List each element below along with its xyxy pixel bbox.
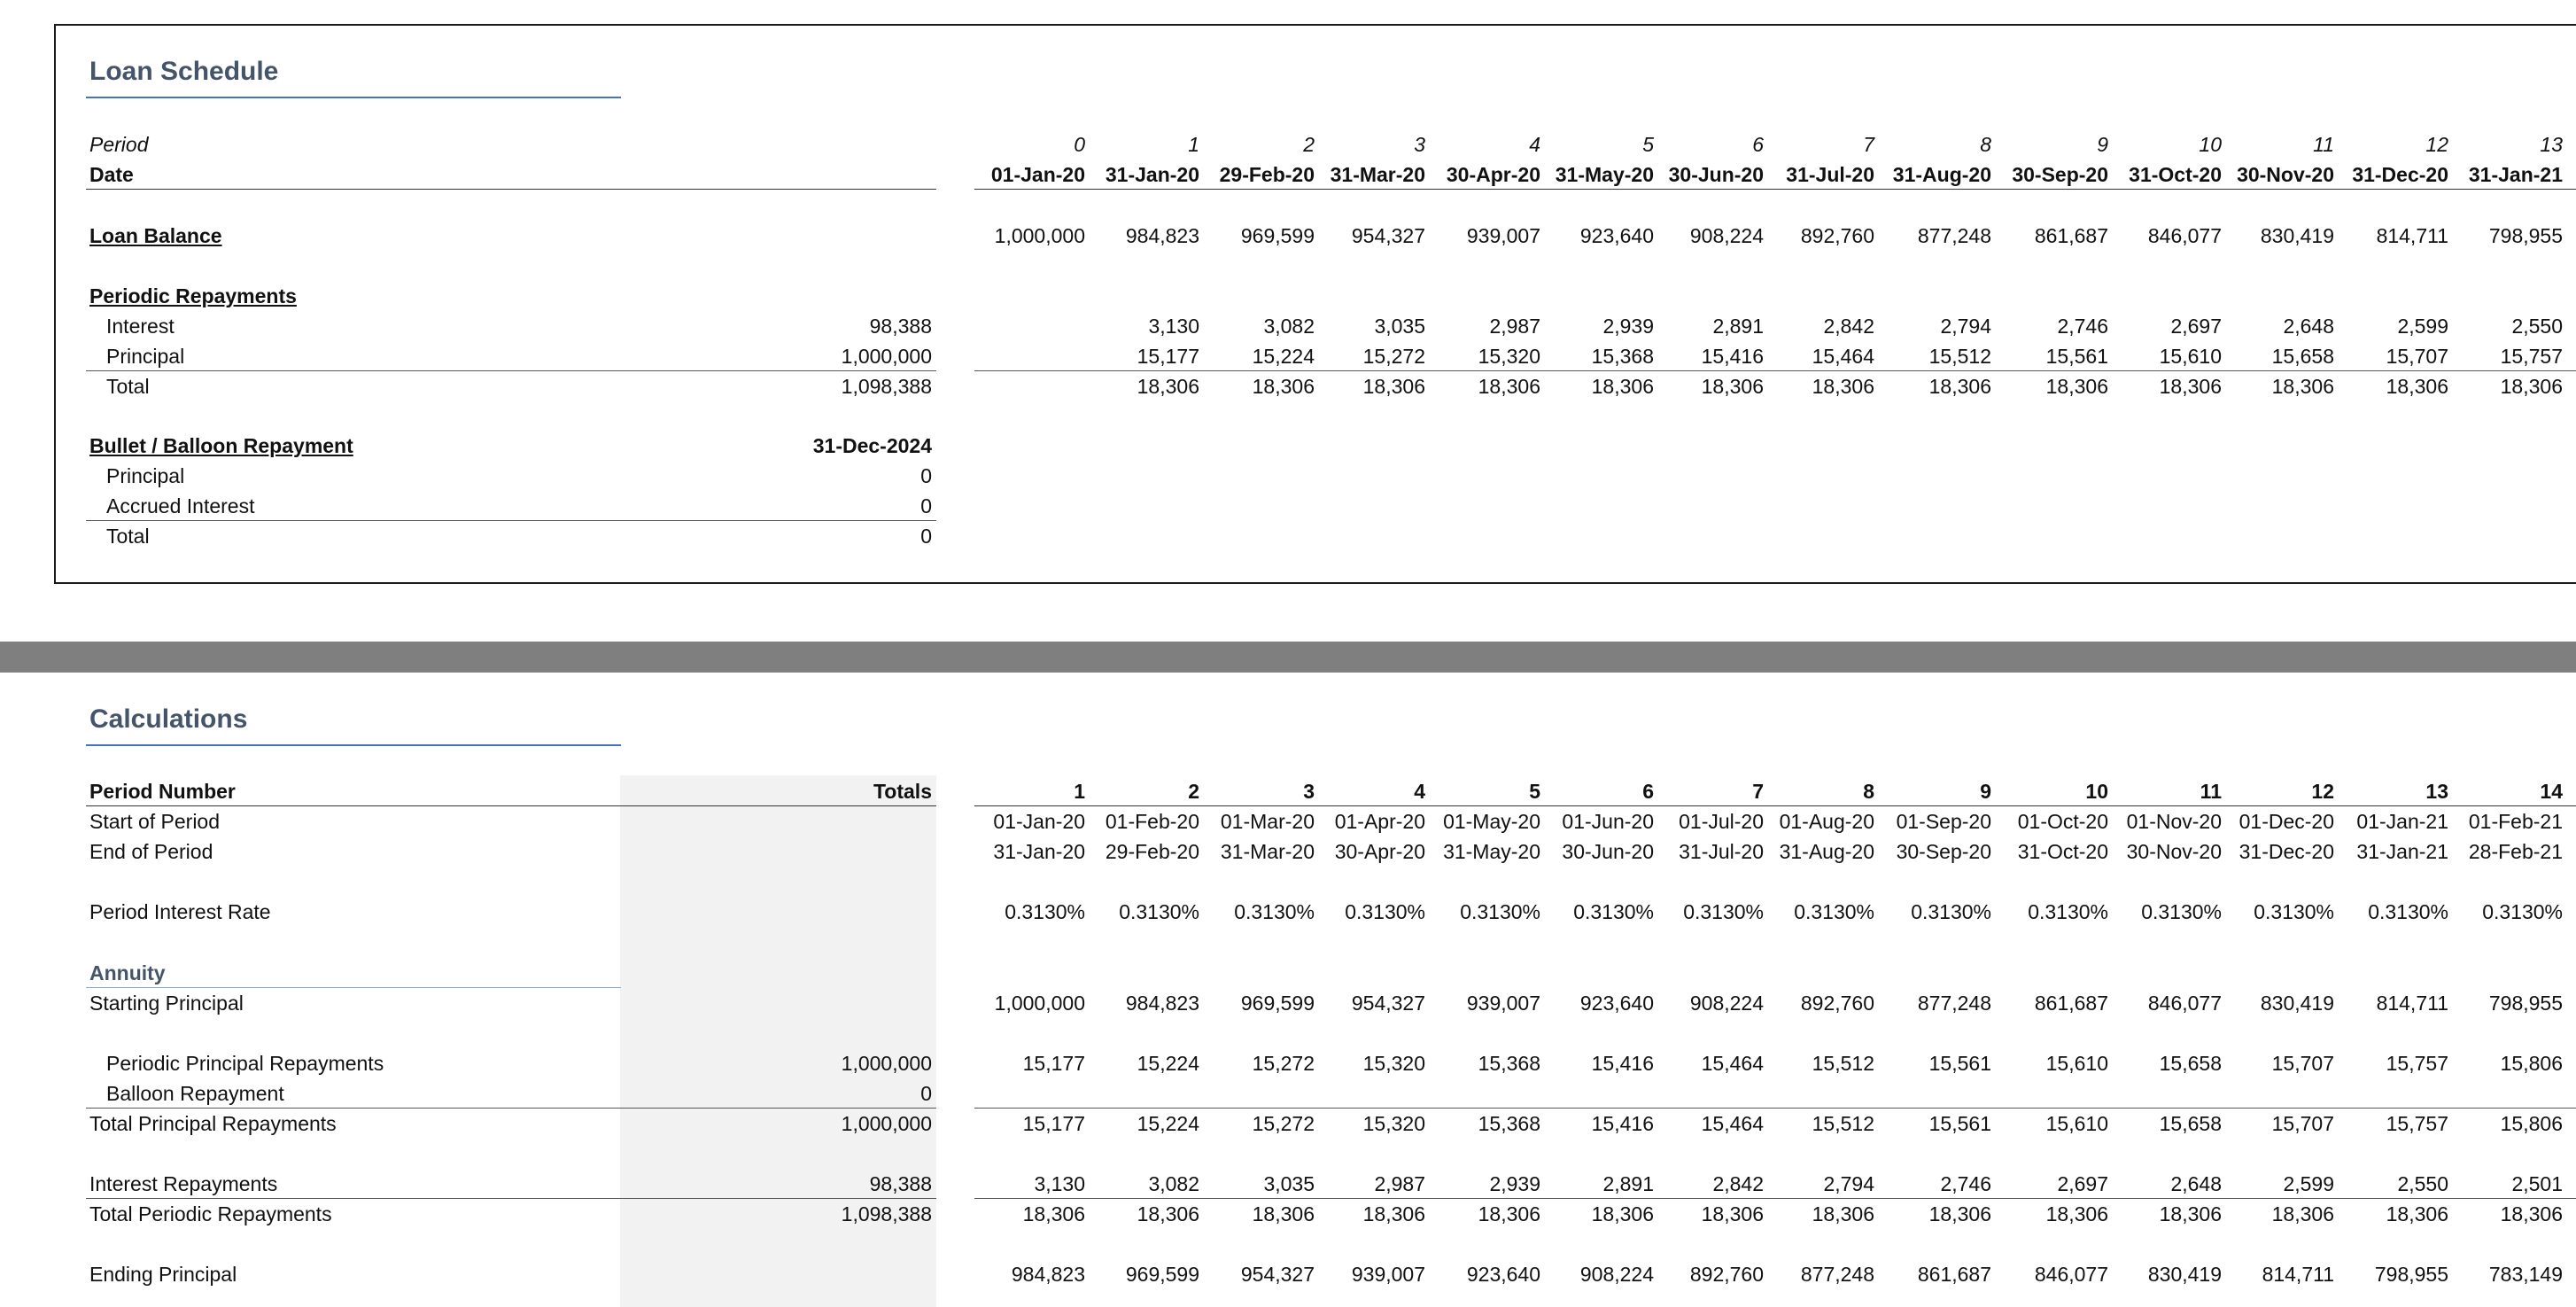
period-number-cell: 13 (2425, 780, 2448, 803)
period-interest-rate-cell: 0.3130% (1460, 900, 1540, 923)
end-of-period-label: End of Period (89, 840, 213, 863)
interest-cell: 3,082 (1263, 315, 1315, 338)
calculations-title: Calculations (89, 704, 248, 734)
principal-total: 1,000,000 (841, 345, 932, 368)
date-cell: 30-Jun-20 (1668, 163, 1764, 186)
date-cell: 31-Jan-20 (1105, 163, 1199, 186)
start-of-period-cell: 01-Feb-21 (2468, 810, 2563, 833)
loan-balance-cell: 892,760 (1800, 224, 1874, 247)
principal-cell: 15,416 (1701, 345, 1764, 368)
end-of-period-cell: 28-Feb-21 (2468, 840, 2563, 863)
period-interest-rate-cell: 0.3130% (2482, 900, 2563, 923)
ending-principal-label: Ending Principal (89, 1263, 237, 1286)
period-number-cell: 14 (2540, 780, 2563, 803)
period-cell: 5 (1642, 133, 1654, 156)
period-label: Period (89, 133, 149, 156)
loan-balance-cell: 954,327 (1351, 224, 1425, 247)
calculations-title-rule (86, 744, 621, 746)
period-cell: 1 (1188, 133, 1199, 156)
interest-repayment-cell: 2,939 (1489, 1172, 1540, 1195)
date-cell: 30-Nov-20 (2237, 163, 2334, 186)
total-principal-repayment-cell: 15,757 (2386, 1112, 2448, 1135)
start-of-period-cell: 01-Jan-20 (993, 810, 1085, 833)
total-periodic-repayment-cell: 18,306 (1812, 1202, 1874, 1225)
total-cell: 18,306 (2159, 375, 2222, 398)
date-cell: 31-Dec-20 (2352, 163, 2448, 186)
periodic-principal-repayment-cell: 15,416 (1591, 1052, 1654, 1075)
period-number-cell: 2 (1188, 780, 1199, 803)
principal-cell: 15,610 (2159, 345, 2222, 368)
date-cell: 31-Oct-20 (2129, 163, 2222, 186)
interest-repayment-cell: 3,082 (1148, 1172, 1199, 1195)
date-cell: 30-Sep-20 (2012, 163, 2108, 186)
total-cell: 18,306 (2045, 375, 2108, 398)
periodic-principal-repayment-cell: 15,512 (1812, 1052, 1874, 1075)
total-periodic-repayment-cell: 18,306 (2159, 1202, 2222, 1225)
total-periodic-repayment-cell: 18,306 (1701, 1202, 1764, 1225)
starting-principal-cell: 969,599 (1240, 992, 1315, 1015)
bullet-total-label: Total (106, 525, 150, 548)
end-of-period-cell: 31-Dec-20 (2238, 840, 2334, 863)
period-interest-rate-cell: 0.3130% (1573, 900, 1654, 923)
total-cell: 18,306 (2386, 375, 2448, 398)
period-cell: 12 (2425, 133, 2448, 156)
starting-principal-cell: 908,224 (1689, 992, 1764, 1015)
start-of-period-cell: 01-Apr-20 (1334, 810, 1425, 833)
principal-cell: 15,368 (1591, 345, 1654, 368)
period-cell: 3 (1414, 133, 1425, 156)
loan-balance-cell: 908,224 (1689, 224, 1764, 247)
starting-principal-cell: 1,000,000 (994, 992, 1085, 1015)
interest-repayment-cell: 2,648 (2170, 1172, 2222, 1195)
periodic-principal-repayment-cell: 15,610 (2045, 1052, 2108, 1075)
periodic-repayments-label: Periodic Repayments (89, 284, 297, 307)
start-of-period-cell: 01-May-20 (1443, 810, 1540, 833)
end-of-period-cell: 30-Apr-20 (1334, 840, 1425, 863)
interest-cell: 2,599 (2397, 315, 2448, 338)
total-principal-repayment-cell: 15,177 (1022, 1112, 1085, 1135)
total-cell: 18,306 (1137, 375, 1199, 398)
end-of-period-cell: 31-Jul-20 (1679, 840, 1764, 863)
period-interest-rate-cell: 0.3130% (1119, 900, 1199, 923)
interest-repayment-cell: 2,891 (1602, 1172, 1654, 1195)
period-interest-rate-cell: 0.3130% (1794, 900, 1874, 923)
principal-cell: 15,707 (2386, 345, 2448, 368)
interest-repayments-total: 98,388 (869, 1172, 932, 1195)
interest-cell: 2,550 (2511, 315, 2563, 338)
starting-principal-cell: 923,640 (1579, 992, 1654, 1015)
starting-principal-cell: 984,823 (1125, 992, 1199, 1015)
total-principal-repayment-cell: 15,224 (1137, 1112, 1199, 1135)
total-cell: 18,306 (1591, 375, 1654, 398)
ending-principal-cell: 783,149 (2488, 1263, 2563, 1286)
total-periodic-repayments-total: 1,098,388 (841, 1202, 932, 1225)
date-cell: 31-Jan-21 (2468, 163, 2563, 186)
loan-balance-cell: 984,823 (1125, 224, 1199, 247)
loan-schedule-frame (54, 24, 2576, 584)
period-cell: 10 (2199, 133, 2222, 156)
loan-balance-cell: 939,007 (1466, 224, 1540, 247)
starting-principal-cell: 892,760 (1800, 992, 1874, 1015)
date-cell: 29-Feb-20 (1219, 163, 1315, 186)
periodic-principal-repayment-cell: 15,272 (1252, 1052, 1315, 1075)
period-interest-rate-cell: 0.3130% (2254, 900, 2334, 923)
ending-principal-cell: 908,224 (1579, 1263, 1654, 1286)
totals-label: Totals (873, 780, 932, 803)
loan-balance-cell: 798,955 (2488, 224, 2563, 247)
date-cell: 31-Aug-20 (1892, 163, 1991, 186)
total-principal-repayment-cell: 15,610 (2045, 1112, 2108, 1135)
total-principal-repayment-cell: 15,561 (1928, 1112, 1991, 1135)
interest-repayment-cell: 2,746 (1940, 1172, 1991, 1195)
total-periodic-repayment-cell: 18,306 (1252, 1202, 1315, 1225)
total-periodic-repayment-cell: 18,306 (1928, 1202, 1991, 1225)
start-of-period-cell: 01-Sep-20 (1896, 810, 1991, 833)
total-principal-repayment-cell: 15,806 (2500, 1112, 2563, 1135)
periodic-principal-repayment-cell: 15,658 (2159, 1052, 2222, 1075)
total-periodic-repayment-cell: 18,306 (1137, 1202, 1199, 1225)
bullet-principal-label: Principal (106, 464, 185, 487)
total-principal-repayment-cell: 15,658 (2159, 1112, 2222, 1135)
starting-principal-cell: 814,711 (2376, 992, 2448, 1015)
end-of-period-cell: 31-Jan-20 (993, 840, 1085, 863)
date-cell: 31-May-20 (1555, 163, 1654, 186)
periodic-principal-repayments-total: 1,000,000 (841, 1052, 932, 1075)
periodic-principal-repayments-label: Periodic Principal Repayments (106, 1052, 384, 1075)
principal-cell: 15,177 (1137, 345, 1199, 368)
principal-cell: 15,512 (1928, 345, 1991, 368)
start-of-period-cell: 01-Oct-20 (2017, 810, 2108, 833)
total-periodic-repayments-label: Total Periodic Repayments (89, 1202, 332, 1225)
starting-principal-cell: 830,419 (2260, 992, 2334, 1015)
period-interest-rate-cell: 0.3130% (1234, 900, 1315, 923)
total-periodic-repayment-cell: 18,306 (1362, 1202, 1425, 1225)
interest-cell: 2,939 (1602, 315, 1654, 338)
principal-cell: 15,464 (1812, 345, 1874, 368)
accrued-interest: 0 (920, 494, 932, 517)
period-number-cell: 7 (1752, 780, 1764, 803)
interest-total: 98,388 (869, 315, 932, 338)
loan-balance-cell: 877,248 (1917, 224, 1991, 247)
period-number-cell: 1 (1074, 780, 1085, 803)
bullet-principal: 0 (920, 464, 932, 487)
loan-balance-label: Loan Balance (89, 224, 222, 247)
total-cell: 18,306 (1812, 375, 1874, 398)
period-cell: 4 (1529, 133, 1540, 156)
periodic-principal-repayment-cell: 15,224 (1137, 1052, 1199, 1075)
period-cell: 13 (2540, 133, 2563, 156)
date-cell: 31-Jul-20 (1786, 163, 1874, 186)
start-of-period-label: Start of Period (89, 810, 221, 833)
loan-balance-cell: 846,077 (2147, 224, 2222, 247)
total-principal-repayments-label: Total Principal Repayments (89, 1112, 337, 1135)
period-interest-rate-cell: 0.3130% (1345, 900, 1425, 923)
end-of-period-cell: 30-Jun-20 (1562, 840, 1654, 863)
interest-cell: 2,746 (2057, 315, 2108, 338)
total-principal-repayment-cell: 15,512 (1812, 1112, 1874, 1135)
total-cell: 18,306 (1701, 375, 1764, 398)
periodic-principal-repayment-cell: 15,561 (1928, 1052, 1991, 1075)
period-interest-rate-cell: 0.3130% (2141, 900, 2222, 923)
loan-balance-cell: 923,640 (1579, 224, 1654, 247)
total-periodic-repayment-cell: 18,306 (2045, 1202, 2108, 1225)
period-number-cell: 3 (1303, 780, 1315, 803)
interest-cell: 2,891 (1712, 315, 1764, 338)
principal-cell: 15,224 (1252, 345, 1315, 368)
ending-principal-cell: 861,687 (1917, 1263, 1991, 1286)
ending-principal-cell: 798,955 (2374, 1263, 2448, 1286)
start-of-period-cell: 01-Jan-21 (2356, 810, 2448, 833)
total-principal-repayment-cell: 15,368 (1478, 1112, 1540, 1135)
period-number-label: Period Number (89, 780, 236, 803)
loan-schedule-title: Loan Schedule (89, 57, 279, 86)
interest-repayment-cell: 2,501 (2511, 1172, 2563, 1195)
total-principal-repayments-total: 1,000,000 (841, 1112, 932, 1135)
interest-repayment-cell: 3,130 (1034, 1172, 1085, 1195)
starting-principal-cell: 939,007 (1466, 992, 1540, 1015)
periodic-principal-repayment-cell: 15,757 (2386, 1052, 2448, 1075)
balloon-repayment-label: Balloon Repayment (106, 1082, 284, 1105)
ending-principal-cell: 969,599 (1125, 1263, 1199, 1286)
interest-cell: 3,130 (1148, 315, 1199, 338)
total-cell: 18,306 (1928, 375, 1991, 398)
period-interest-rate-cell: 0.3130% (2028, 900, 2108, 923)
principal-cell: 15,757 (2500, 345, 2563, 368)
period-cell: 9 (2097, 133, 2108, 156)
interest-repayment-cell: 2,987 (1374, 1172, 1425, 1195)
end-of-period-cell: 31-Oct-20 (2017, 840, 2108, 863)
start-of-period-cell: 01-Nov-20 (2126, 810, 2222, 833)
interest-cell: 2,648 (2283, 315, 2334, 338)
period-number-cell: 8 (1863, 780, 1874, 803)
total-periodic-repayment-cell: 18,306 (2271, 1202, 2334, 1225)
total-periodic-repayment-cell: 18,306 (1591, 1202, 1654, 1225)
principal-cell: 15,561 (2045, 345, 2108, 368)
ending-principal-cell: 830,419 (2147, 1263, 2222, 1286)
total-cell: 18,306 (1362, 375, 1425, 398)
loan-balance-cell: 1,000,000 (994, 224, 1085, 247)
period-interest-rate-cell: 0.3130% (1911, 900, 1991, 923)
total-principal-repayment-cell: 15,707 (2271, 1112, 2334, 1135)
loan-balance-cell: 969,599 (1240, 224, 1315, 247)
periodic-principal-repayment-cell: 15,806 (2500, 1052, 2563, 1075)
start-of-period-cell: 01-Jul-20 (1679, 810, 1764, 833)
period-number-cell: 5 (1529, 780, 1540, 803)
date-rule-left (86, 189, 936, 190)
period-number-cell: 12 (2311, 780, 2334, 803)
ending-principal-cell: 923,640 (1466, 1263, 1540, 1286)
interest-cell: 2,697 (2170, 315, 2222, 338)
interest-cell: 2,842 (1823, 315, 1874, 338)
ending-principal-cell: 814,711 (2262, 1263, 2334, 1286)
loan-schedule-title-rule (86, 97, 621, 98)
periodic-principal-repayment-cell: 15,368 (1478, 1052, 1540, 1075)
end-of-period-cell: 29-Feb-20 (1105, 840, 1199, 863)
end-of-period-cell: 31-May-20 (1443, 840, 1540, 863)
total-principal-repayment-cell: 15,416 (1591, 1112, 1654, 1135)
accrued-interest-label: Accrued Interest (106, 494, 255, 517)
ending-principal-cell: 984,823 (1011, 1263, 1085, 1286)
interest-cell: 2,987 (1489, 315, 1540, 338)
total-cell: 18,306 (2500, 375, 2563, 398)
ending-principal-cell: 846,077 (2034, 1263, 2108, 1286)
end-of-period-cell: 30-Sep-20 (1896, 840, 1991, 863)
period-cell: 7 (1863, 133, 1874, 156)
loan-balance-cell: 814,711 (2376, 224, 2448, 247)
period-cell: 6 (1752, 133, 1764, 156)
periodic-principal-repayment-cell: 15,177 (1022, 1052, 1085, 1075)
start-of-period-cell: 01-Feb-20 (1105, 810, 1199, 833)
ending-principal-cell: 954,327 (1240, 1263, 1315, 1286)
start-of-period-cell: 01-Jun-20 (1562, 810, 1654, 833)
loan-balance-cell: 830,419 (2260, 224, 2334, 247)
period-interest-rate-label: Period Interest Rate (89, 900, 271, 923)
end-of-period-cell: 30-Nov-20 (2126, 840, 2222, 863)
total-periodic-repayment-cell: 18,306 (1478, 1202, 1540, 1225)
starting-principal-cell: 846,077 (2147, 992, 2222, 1015)
loan-balance-cell: 861,687 (2034, 224, 2108, 247)
interest-repayment-cell: 2,599 (2283, 1172, 2334, 1195)
period-interest-rate-cell: 0.3130% (2368, 900, 2448, 923)
date-cell: 31-Mar-20 (1330, 163, 1425, 186)
interest-repayment-cell: 2,842 (1712, 1172, 1764, 1195)
balloon-repayment-total: 0 (920, 1082, 932, 1105)
interest-repayment-cell: 2,550 (2397, 1172, 2448, 1195)
period-cell: 8 (1980, 133, 1991, 156)
annuity-label: Annuity (89, 961, 166, 984)
date-label: Date (89, 163, 134, 186)
total-periodic-repayment-cell: 18,306 (2500, 1202, 2563, 1225)
period-cell: 11 (2313, 133, 2334, 156)
total-cell: 18,306 (1478, 375, 1540, 398)
ending-principal-cell: 939,007 (1351, 1263, 1425, 1286)
starting-principal-label: Starting Principal (89, 992, 244, 1015)
periodic-principal-repayment-cell: 15,320 (1362, 1052, 1425, 1075)
starting-principal-cell: 877,248 (1917, 992, 1991, 1015)
ending-principal-cell: 892,760 (1689, 1263, 1764, 1286)
date-cell: 01-Jan-20 (990, 163, 1085, 186)
start-of-period-cell: 01-Dec-20 (2238, 810, 2334, 833)
principal-cell: 15,272 (1362, 345, 1425, 368)
starting-principal-cell: 861,687 (2034, 992, 2108, 1015)
start-of-period-cell: 01-Aug-20 (1779, 810, 1874, 833)
principal-cell: 15,658 (2271, 345, 2334, 368)
total-total: 1,098,388 (841, 375, 932, 398)
total-principal-repayment-cell: 15,464 (1701, 1112, 1764, 1135)
section-separator-band (0, 642, 2576, 673)
interest-repayment-cell: 3,035 (1263, 1172, 1315, 1195)
interest-cell: 3,035 (1374, 315, 1425, 338)
period-number-cell: 4 (1414, 780, 1425, 803)
period-cell: 2 (1303, 133, 1315, 156)
period-number-cell: 11 (2200, 780, 2222, 803)
end-of-period-cell: 31-Aug-20 (1779, 840, 1874, 863)
principal-cell: 15,320 (1478, 345, 1540, 368)
date-cell: 30-Apr-20 (1446, 163, 1540, 186)
total-principal-repayment-cell: 15,272 (1252, 1112, 1315, 1135)
starting-principal-cell: 798,955 (2488, 992, 2563, 1015)
total-periodic-repayment-cell: 18,306 (1022, 1202, 1085, 1225)
total-principal-repayment-cell: 15,320 (1362, 1112, 1425, 1135)
total-cell: 18,306 (1252, 375, 1315, 398)
principal-label: Principal (106, 345, 185, 368)
starting-principal-cell: 954,327 (1351, 992, 1425, 1015)
period-number-cell: 6 (1642, 780, 1654, 803)
period-number-cell: 10 (2085, 780, 2108, 803)
period-interest-rate-cell: 0.3130% (1683, 900, 1764, 923)
end-of-period-cell: 31-Jan-21 (2356, 840, 2448, 863)
interest-cell: 2,794 (1940, 315, 1991, 338)
bullet-total: 0 (920, 525, 932, 548)
bullet-label: Bullet / Balloon Repayment (89, 434, 353, 457)
periodic-principal-repayment-cell: 15,464 (1701, 1052, 1764, 1075)
start-of-period-cell: 01-Mar-20 (1220, 810, 1315, 833)
interest-label: Interest (106, 315, 175, 338)
interest-repayment-cell: 2,794 (1823, 1172, 1874, 1195)
period-number-cell: 9 (1980, 780, 1991, 803)
total-cell: 18,306 (2271, 375, 2334, 398)
ending-principal-cell: 877,248 (1800, 1263, 1874, 1286)
interest-repayment-cell: 2,697 (2057, 1172, 2108, 1195)
periodic-principal-repayment-cell: 15,707 (2271, 1052, 2334, 1075)
interest-repayments-label: Interest Repayments (89, 1172, 278, 1195)
period-cell: 0 (1074, 133, 1085, 156)
end-of-period-cell: 31-Mar-20 (1220, 840, 1315, 863)
total-periodic-repayment-cell: 18,306 (2386, 1202, 2448, 1225)
period-interest-rate-cell: 0.3130% (1005, 900, 1085, 923)
bullet-date: 31-Dec-2024 (812, 434, 932, 457)
total-label: Total (106, 375, 150, 398)
